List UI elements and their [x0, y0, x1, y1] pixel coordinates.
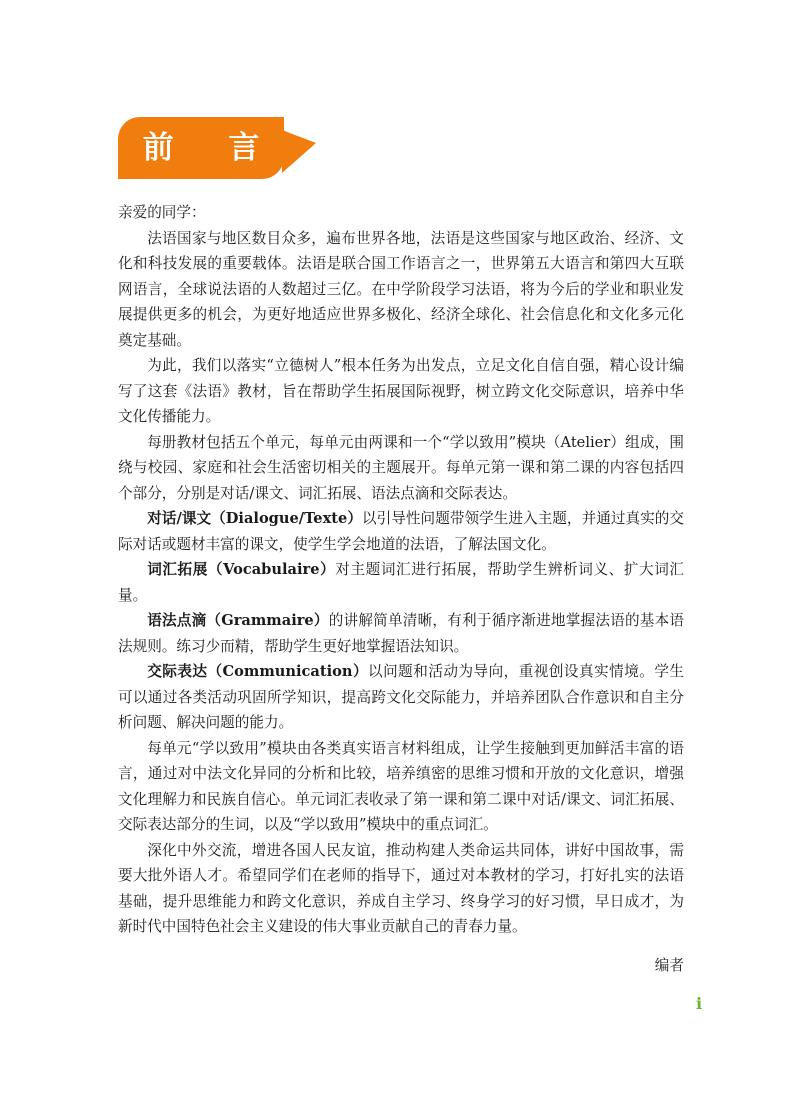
paragraph-9: 深化中外交流，增进各国人民友谊，推动构建人类命运共同体，讲好中国故事，需要大批外语人才。希望同学们在老师的指导下，通过对本教材的学习，打好扎实的法语基础，提升思维能力和跨文化意识，养成自主学习、终身学习的好习惯，早日成才，为新时代中国特色社会主义建设的伟大事业贡献自己的青春力量。	[118, 841, 684, 935]
paragraph-1: 法语国家与地区数目众多，遍布世界各地，法语是这些国家与地区政治、经济、文化和科技发展的重要载体。法语是联合国工作语言之一，世界第五大语言和第四大互联网语言，全球说法语的人数超过三亿。在中学阶段学习法语，将为今后的学业和职业发展提供更多的机会，为更好地适应世界多极化、经济全球化、社会信息化和文化多元化奠定基础。	[118, 229, 684, 349]
greeting: 亲爱的同学：	[118, 204, 206, 221]
paragraph-3: 每册教材包括五个单元，每单元由两课和一个“学以致用”模块（Atelier）组成，围绕与校园、家庭和社会生活密切相关的主题展开。每单元第一课和第二课的内容包括四个部分，分别是对话/课文、词汇拓展、语法点滴和交际表达。	[118, 433, 684, 502]
page-number: i	[696, 994, 703, 1013]
paragraph-7-text: 以问题和活动为导向，重视创设真实情境。学生可以通过各类活动巩固所学知识，提高跨文化交际能力，并培养团队合作意识和自主分析问题、解决问题的能力。	[118, 663, 684, 731]
title-banner-tail	[282, 130, 316, 173]
paragraph-4-text: 以引导性问题带领学生进入主题，并通过真实的交际对话或题材丰富的课文，使学生学会地道的法语，了解法国文化。	[118, 510, 684, 553]
signature: 编者	[654, 957, 684, 974]
paragraph-5-text: 对主题词汇进行拓展，帮助学生辨析词义、扩大词汇量。	[118, 561, 684, 604]
paragraph-4	[118, 506, 684, 557]
paragraph-6	[118, 608, 684, 659]
section-term-communication: 交际表达（Communication）	[147, 663, 369, 680]
paragraph-6-text: 的讲解简单清晰，有利于循序渐进地掌握法语的基本语法规则。练习少而精，帮助学生更好地掌握语法知识。	[118, 612, 684, 655]
section-term-grammaire: 语法点滴（Grammaire）	[147, 612, 329, 629]
paragraph-5	[118, 557, 684, 608]
section-term-vocabulaire: 词汇拓展（Vocabulaire）	[147, 561, 336, 578]
paragraph-8: 每单元“学以致用”模块由各类真实语言材料组成，让学生接触到更加鲜活丰富的语言，通过对中法文化异同的分析和比较，培养缜密的思维习惯和开放的文化意识，增强文化理解力和民族自信心。单元词汇表收录了第一课和第二课中对话/课文、词汇拓展、交际表达部分的生词，以及“学以致用”模块中的重点词汇。	[118, 739, 684, 833]
section-term-dialogue: 对话/课文（Dialogue/Texte）	[147, 510, 362, 527]
paragraph-2: 为此，我们以落实“立德树人”根本任务为出发点，立足文化自信自强，精心设计编写了这套《法语》教材，旨在帮助学生拓展国际视野，树立跨文化交际意识，培养中华文化传播能力。	[118, 357, 684, 425]
page-title: 前 言	[142, 130, 282, 166]
preface-body	[118, 200, 684, 940]
paragraph-7	[118, 659, 684, 736]
